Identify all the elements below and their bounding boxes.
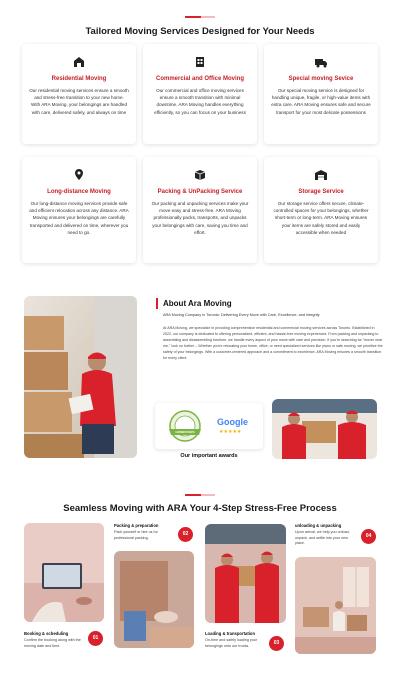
process-title: Seamless Moving with ARA Your 4-Step Stress-Free Process bbox=[63, 503, 337, 514]
truck-icon bbox=[314, 55, 328, 69]
service-card-desc: Our special moving service is designed for handling unique, fragile, or high-value items with extra care. ARA Moving ensures safe and secure transport for your most delicate possessions bbox=[271, 88, 371, 115]
service-card-storage[interactable] bbox=[264, 157, 378, 263]
service-card-desc: Our storage service offers secure, climate-controlled spaces for your belongings, whether short-term or long-term. ARA Moving ensures your items are safely stored and easily accessible when needed bbox=[273, 201, 369, 235]
step-02-number: 02 bbox=[178, 527, 193, 542]
step-03-desc: On-time and safely loading your belongings onto our trucks. bbox=[205, 638, 258, 648]
step-03-photo bbox=[205, 524, 286, 623]
service-card-residential[interactable] bbox=[22, 44, 136, 144]
step-01-number: 01 bbox=[88, 631, 103, 646]
about-accent-bar bbox=[156, 298, 158, 309]
step-03-title: Loading & transportation bbox=[205, 631, 256, 636]
house-box-icon bbox=[72, 55, 86, 69]
step-04-title: unloading & unpacking bbox=[295, 523, 342, 528]
service-card-packing[interactable] bbox=[143, 157, 257, 263]
process-accent-bar-light bbox=[201, 494, 215, 496]
about-subtitle: ARA Moving Company in Toronto: Delivering Every Move with Care, Excellence, and Integrity bbox=[163, 313, 320, 317]
step-04-photo bbox=[295, 557, 376, 654]
google-stars: ★★★★★ bbox=[219, 429, 242, 435]
service-card-title: Packing & UnPacking Service bbox=[157, 189, 243, 195]
service-card-title: Long-distance Moving bbox=[47, 189, 111, 195]
awards-label: Our important awards bbox=[180, 453, 238, 459]
service-card-desc: Our commercial and office moving services ensure a smooth transition with minimal downtime. ARA Moving handles everything efficiently, so you can focus on your business bbox=[154, 88, 246, 115]
about-mover-photo bbox=[24, 296, 137, 458]
service-card-desc: Our packing and unpacking services make your move easy and stress-free. ARA Moving professionally packs, transports, and unpacks your belongings with care, saving you time and effort. bbox=[151, 201, 249, 235]
step-03-number: 03 bbox=[269, 636, 284, 651]
about-title: About Ara Moving bbox=[163, 299, 232, 308]
service-card-title: Residential Moving bbox=[51, 76, 107, 82]
services-title: Tailored Moving Services Designed for Your Needs bbox=[85, 26, 315, 37]
awards-card bbox=[155, 403, 263, 449]
service-card-special[interactable] bbox=[264, 44, 378, 144]
service-card-desc: Our residential moving services ensure a smooth and stress-free transition to your new home. With ARA Moving, your belongings are handled with care, delivered safely, and always on time bbox=[29, 88, 129, 115]
step-02-photo bbox=[114, 551, 194, 648]
process-accent-bar bbox=[185, 494, 201, 496]
service-card-title: Special moving Sevice bbox=[288, 76, 354, 82]
homestars-seal-text: HOMESTARS bbox=[175, 430, 195, 434]
service-card-commercial[interactable] bbox=[143, 44, 257, 144]
step-04-number: 04 bbox=[361, 529, 376, 544]
services-accent-bar bbox=[185, 16, 201, 18]
step-04-desc: Upon arrival, we help you unload, unpack, and settle into your new place. bbox=[295, 530, 350, 546]
package-icon bbox=[193, 168, 207, 182]
warehouse-icon bbox=[314, 168, 328, 182]
service-card-title: Storage Service bbox=[298, 189, 344, 195]
map-pin-icon bbox=[72, 168, 86, 182]
services-accent-bar-light bbox=[201, 16, 215, 18]
step-02-desc: Pack yourself or hire us for professional packing. bbox=[114, 530, 158, 540]
movers-carrying-box-photo bbox=[272, 399, 377, 459]
step-01-title: Booking & scheduling bbox=[24, 631, 69, 636]
service-card-long-distance[interactable] bbox=[22, 157, 136, 263]
step-02-title: Packing & preparation bbox=[114, 523, 159, 528]
office-building-icon bbox=[193, 55, 207, 69]
service-card-title: Commercial and Office Moving bbox=[155, 76, 245, 82]
google-logo: Google bbox=[217, 417, 248, 427]
service-card-desc: Our long-distance moving services provide safe and efficient relocation across any distance. ARA Moving ensures your belongings are carefully transported and delivered on time, wherever you need to go. bbox=[29, 201, 129, 235]
step-01-photo bbox=[24, 523, 104, 622]
about-body: At ARA Moving, we specialize in providing comprehensive residential and commercial moving services across Toronto. Established in 2022, our company is dedicated to offering personalized, efficient, and hassle-free moving experiences. From packing and unpacking to assembling and disassembling furniture, we handle every aspect of your move with care and precision. If you're searching for "mover near me," look no further – Whether you're relocating your home, office, or need specialized services like piano or safe moving, we prioritize the safety of your belongings. With a customer-centered approach and a commitment to excellence, ARA Moving ensures a smooth transition for every client. bbox=[163, 326, 383, 361]
step-01-desc: Confirm the booking along with the moving date and time. bbox=[24, 638, 81, 648]
